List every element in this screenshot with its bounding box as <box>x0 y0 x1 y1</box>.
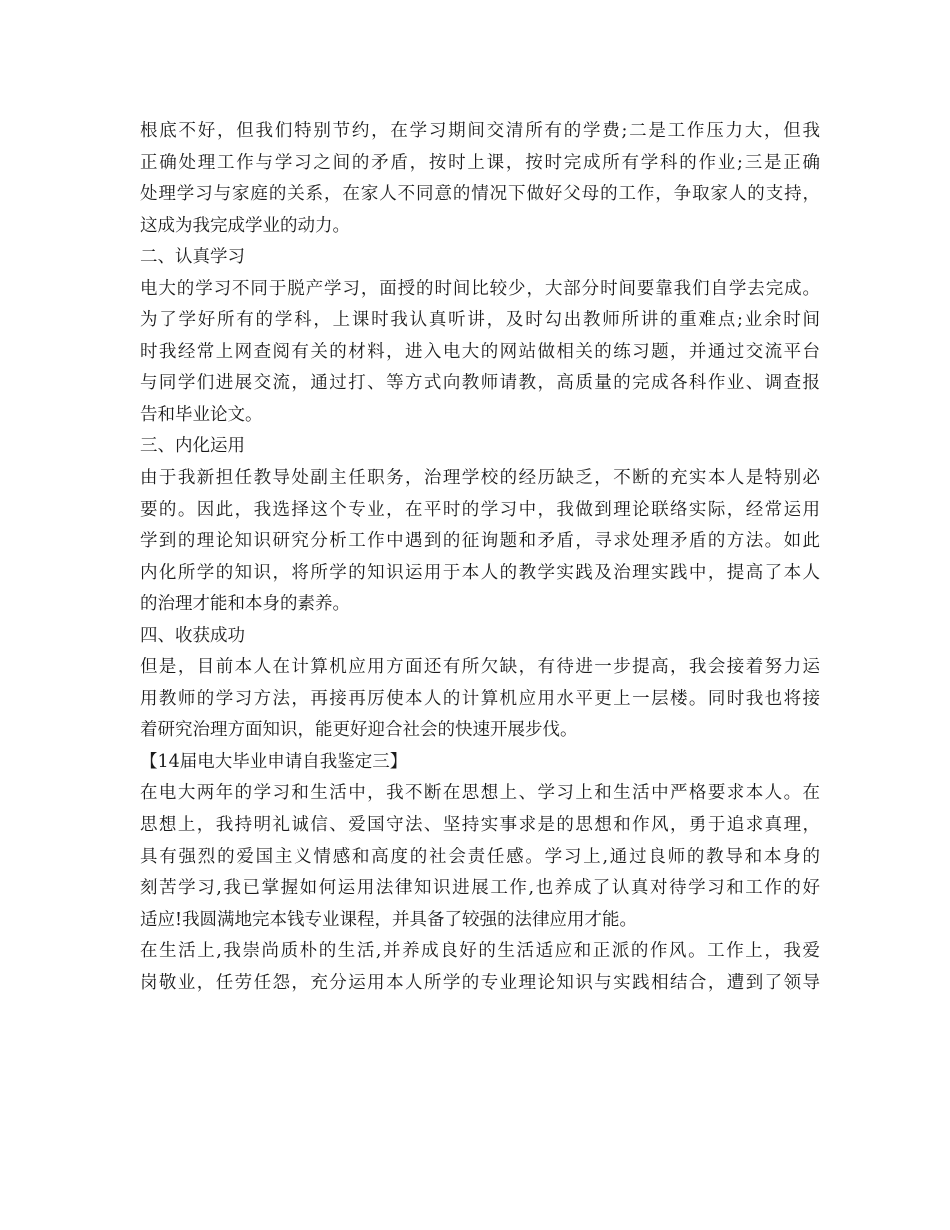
text-line: 根底不好，但我们特别节约，在学习期间交清所有的学费;二是工作压力大，但我 <box>140 121 820 141</box>
text-line: 在电大两年的学习和生活中，我不断在思想上、学习上和生活中严格要求本人。在 <box>140 783 820 804</box>
text-line: 思想上，我持明礼诚信、爱国守法、坚持实事求是的思想和作风，勇于追求真理， <box>140 815 820 836</box>
text-line: 三、内化运用 <box>140 436 245 457</box>
text-line: 由于我新担任教导处副主任职务，治理学校的经历缺乏，不断的充实本人是特别必 <box>140 468 820 489</box>
text-line: 时我经常上网查阅有关的材料，进入电大的网站做相关的练习题，并通过交流平台 <box>140 341 820 362</box>
text-line: 【14届电大毕业申请自我鉴定三】 <box>140 751 408 772</box>
text-line: 学到的理论知识研究分析工作中遇到的征询题和矛盾，寻求处理矛盾的方法。如此 <box>140 531 820 552</box>
text-line: 电大的学习不同于脱产学习，面授的时间比较少，大部分时间要靠我们自学去完成。 <box>140 278 820 299</box>
text-line: 四、收获成功 <box>140 625 245 646</box>
text-line: 但是，目前本人在计算机应用方面还有所欠缺，有待进一步提高，我会接着努力运 <box>140 657 820 678</box>
text-line: 的治理才能和本身的素养。 <box>140 594 350 615</box>
text-line: 与同学们进展交流，通过打、等方式向教师请教，高质量的完成各科作业、调查报 <box>140 373 820 394</box>
text-line: 适应!我圆满地完本钱专业课程，并具备了较强的法律应用才能。 <box>140 909 638 930</box>
text-line: 内化所学的知识，将所学的知识运用于本人的教学实践及治理实践中，提高了本人 <box>140 562 820 583</box>
text-line: 用教师的学习方法，再接再厉使本人的计算机应用水平更上一层楼。同时我也将接 <box>140 688 820 709</box>
text-line: 在生活上,我崇尚质朴的生活,并养成良好的生活适应和正派的作风。工作上，我爱 <box>140 941 820 962</box>
text-line: 正确处理工作与学习之间的矛盾，按时上课，按时完成所有学科的作业;三是正确 <box>140 152 820 173</box>
text-line: 要的。因此，我选择这个专业，在平时的学习中，我做到理论联络实际，经常运用 <box>140 499 820 520</box>
text-line: 告和毕业论文。 <box>140 404 263 425</box>
text-line: 处理学习与家庭的关系，在家人不同意的情况下做好父母的工作，争取家人的支持， <box>140 184 820 205</box>
text-line: 刻苦学习,我已掌握如何运用法律知识进展工作,也养成了认真对待学习和工作的好 <box>140 878 820 899</box>
text-line: 岗敬业，任劳任怨，充分运用本人所学的专业理论知识与实践相结合，遭到了领导 <box>140 972 820 993</box>
text-line: 这成为我完成学业的动力。 <box>140 215 350 236</box>
text-line: 具有强烈的爱国主义情感和高度的社会责任感。学习上,通过良师的教导和本身的 <box>140 846 820 867</box>
text-line: 二、认真学习 <box>140 247 245 268</box>
document-body <box>140 116 820 999</box>
text-line: 着研究治理方面知识，能更好迎合社会的快速开展步伐。 <box>140 720 578 741</box>
text-line: 为了学好所有的学科，上课时我认真听讲，及时勾出教师所讲的重难点;业余时间 <box>140 310 820 331</box>
